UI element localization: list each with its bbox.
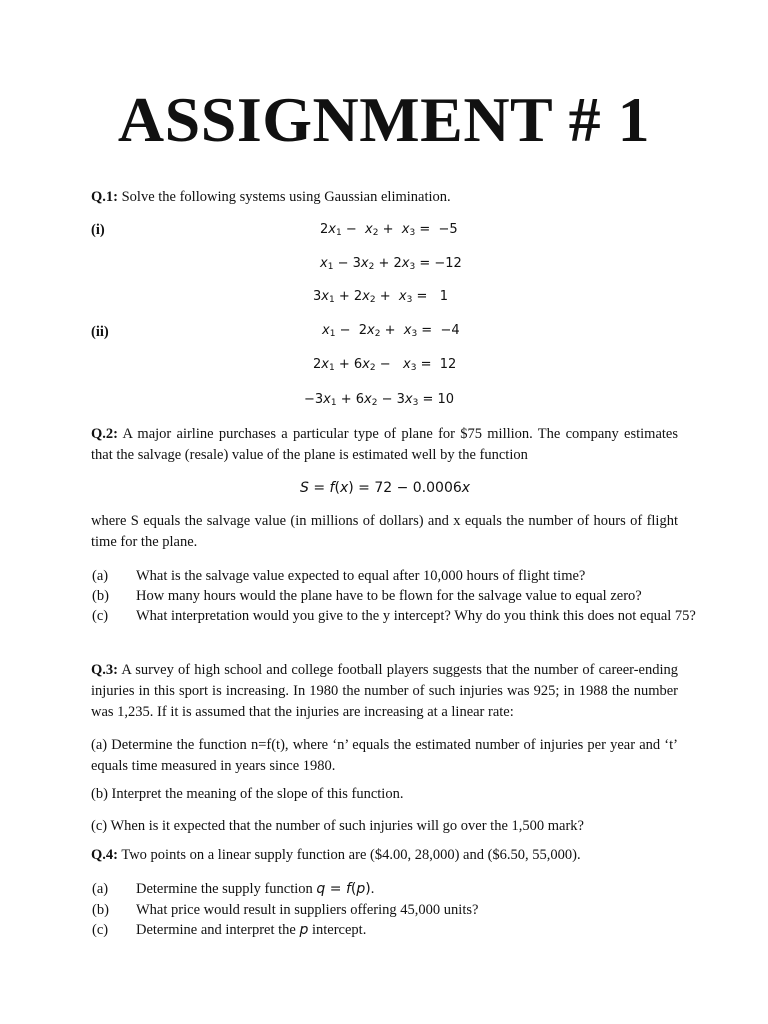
q2-item-c — [92, 606, 700, 627]
q2-item-c-mark: (c) — [92, 608, 109, 624]
q1-part-i-label: (i) — [91, 222, 105, 238]
q3-prompt — [91, 660, 678, 723]
q2-text: A major airline purchases a particular type of plane for $75 million. The company estimates that the salvage (resale) value of the plane is estimated well by the function — [91, 426, 678, 463]
supply-function-expr: q = f(p) — [316, 881, 371, 897]
salvage-function: S = f(x) = 72 − 0.0006x — [300, 480, 471, 496]
q2-after-text: where S equals the salvage value (in millions of dollars) and x equals the number of hours of flight time for the plane. — [91, 513, 678, 550]
q2-item-a-mark: (a) — [92, 568, 109, 584]
p-variable: p — [299, 922, 309, 938]
q3-part-b: (b) Interpret the meaning of the slope of this function. — [91, 786, 404, 802]
equation-1-2: $x_1 - 3x_2 + 2x_3 = -12$ — [320, 256, 462, 272]
q4-item-c-tail: intercept. — [308, 922, 367, 938]
q2-item-b-text: How many hours would the plane have to be flown for the salvage value to equal zero? — [136, 588, 642, 604]
equation-2-1: $x_1 - 2x_2 + x_3 = -4$ — [322, 323, 460, 339]
equation-2-3: $-3x_1 + 6x_2 - 3x_3 = 10$ — [304, 392, 455, 408]
q4-label: Q.4: — [91, 847, 118, 863]
q4-text: Two points on a linear supply function are ($4.00, 28,000) and ($6.50, 55,000). — [121, 847, 581, 863]
q4-item-c-mark: (c) — [92, 922, 109, 938]
q2-item-a-text: What is the salvage value expected to equal after 10,000 hours of flight time? — [136, 568, 586, 584]
q4-item-c — [92, 920, 700, 941]
q1-label: Q.1: — [91, 189, 118, 205]
assignment-title: ASSIGNMENT # 1 — [117, 84, 651, 155]
q3-part-c: (c) When is it expected that the number of such injuries will go over the 1,500 mark? — [91, 818, 584, 834]
q4-item-a-text: Determine the supply function — [136, 881, 317, 897]
equation-1-1: $2x_1 - x_2 + x_3 = -5$ — [320, 222, 458, 238]
q4-item-a — [92, 879, 700, 900]
q2-label: Q.2: — [91, 426, 118, 442]
q4-item-b-mark: (b) — [92, 902, 109, 918]
q2-item-b — [92, 586, 700, 607]
q4-item-a-tail: . — [370, 881, 375, 897]
q2-item-b-mark: (b) — [92, 588, 109, 604]
q4-item-c-text: Determine and interpret the — [136, 922, 300, 938]
q4-item-a-mark: (a) — [92, 881, 109, 897]
q4-prompt — [91, 845, 678, 866]
q1-part-ii-label: (ii) — [91, 324, 109, 340]
q3-part-a: (a) Determine the function n=f(t), where ‘n’ equals the estimated number of injuries per year and ‘t’ equals time measured in years since 1980. — [91, 737, 678, 774]
q3-label: Q.3: — [91, 662, 118, 678]
equation-2-2: $2x_1 + 6x_2 - x_3 = 12$ — [313, 357, 457, 373]
q4-item-b-text: What price would result in suppliers offering 45,000 units? — [136, 902, 479, 918]
q2-prompt — [91, 424, 678, 466]
q1-prompt — [91, 187, 678, 208]
q3-text: A survey of high school and college football players suggests that the number of career-ending injuries in this sport is increasing. In 1980 the number of such injuries was 925; in 1988 the number was 1,235. If it is assumed that the injuries are increasing at a linear rate: — [91, 662, 678, 720]
q2-item-a — [92, 566, 700, 587]
equation-1-3: $3x_1 + 2x_2 + x_3 = 1$ — [313, 289, 449, 305]
q1-text: Solve the following systems using Gaussian elimination. — [121, 189, 451, 205]
q4-item-b — [92, 900, 700, 921]
q2-item-c-text: What interpretation would you give to the y intercept? Why do you think this does not equal 75? — [136, 608, 696, 624]
